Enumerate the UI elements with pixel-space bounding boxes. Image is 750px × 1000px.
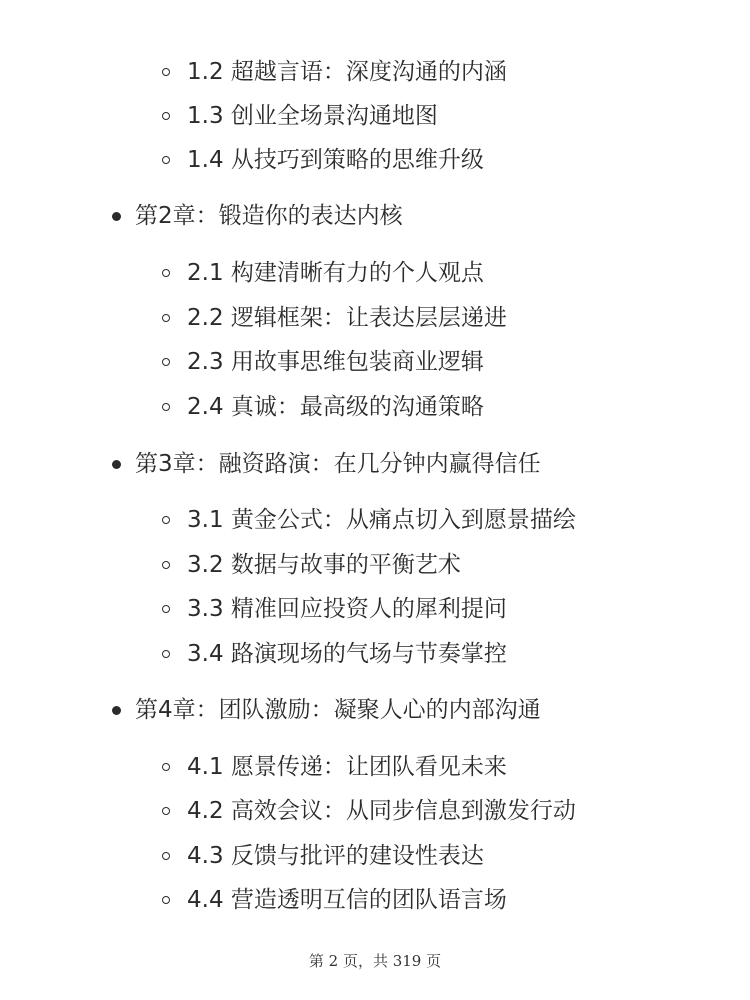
toc-item bbox=[162, 387, 484, 427]
toc-chapter-label: 第4章：团队激励：凝聚人心的内部沟通 bbox=[135, 697, 541, 723]
hollow-bullet-icon bbox=[162, 896, 170, 904]
toc-item bbox=[162, 545, 461, 585]
toc-item bbox=[162, 836, 484, 876]
filled-bullet-icon bbox=[112, 212, 121, 221]
toc-chapter bbox=[112, 196, 403, 236]
toc-chapter bbox=[112, 444, 541, 484]
toc-section-label: 4.3 反馈与批评的建设性表达 bbox=[187, 843, 484, 869]
toc-item bbox=[162, 96, 438, 136]
hollow-bullet-icon bbox=[162, 763, 170, 771]
toc-section-label: 4.1 愿景传递：让团队看见未来 bbox=[187, 754, 507, 780]
toc-section-label: 3.1 黄金公式：从痛点切入到愿景描绘 bbox=[187, 507, 576, 533]
toc-section-label: 3.2 数据与故事的平衡艺术 bbox=[187, 552, 461, 578]
toc-section-label: 2.4 真诚：最高级的沟通策略 bbox=[187, 394, 484, 420]
hollow-bullet-icon bbox=[162, 403, 170, 411]
toc-section-label: 4.4 营造透明互信的团队语言场 bbox=[187, 887, 507, 913]
hollow-bullet-icon bbox=[162, 156, 170, 164]
filled-bullet-icon bbox=[112, 706, 121, 715]
toc-chapter bbox=[112, 690, 541, 730]
toc-section-label: 3.4 路演现场的气场与节奏掌控 bbox=[187, 641, 507, 667]
toc-item bbox=[162, 52, 507, 92]
hollow-bullet-icon bbox=[162, 852, 170, 860]
toc-item bbox=[162, 791, 576, 831]
toc-item bbox=[162, 500, 576, 540]
toc-section-label: 2.2 逻辑框架：让表达层层递进 bbox=[187, 305, 507, 331]
toc-item bbox=[162, 747, 507, 787]
toc-section-label: 2.1 构建清晰有力的个人观点 bbox=[187, 260, 484, 286]
hollow-bullet-icon bbox=[162, 269, 170, 277]
toc-item bbox=[162, 298, 507, 338]
toc-item bbox=[162, 342, 484, 382]
hollow-bullet-icon bbox=[162, 112, 170, 120]
toc-item bbox=[162, 880, 507, 920]
toc-section-label: 2.3 用故事思维包装商业逻辑 bbox=[187, 349, 484, 375]
hollow-bullet-icon bbox=[162, 650, 170, 658]
toc-chapter-label: 第2章：锻造你的表达内核 bbox=[135, 203, 403, 229]
toc-section-label: 1.2 超越言语：深度沟通的内涵 bbox=[187, 59, 507, 85]
toc-item bbox=[162, 140, 484, 180]
hollow-bullet-icon bbox=[162, 314, 170, 322]
toc-section-label: 1.4 从技巧到策略的思维升级 bbox=[187, 147, 484, 173]
toc-section-label: 3.3 精准回应投资人的犀利提问 bbox=[187, 596, 507, 622]
hollow-bullet-icon bbox=[162, 561, 170, 569]
filled-bullet-icon bbox=[112, 460, 121, 469]
toc-section-label: 1.3 创业全场景沟通地图 bbox=[187, 103, 438, 129]
toc-item bbox=[162, 634, 507, 674]
toc-section-label: 4.2 高效会议：从同步信息到激发行动 bbox=[187, 798, 576, 824]
toc-chapter-label: 第3章：融资路演：在几分钟内赢得信任 bbox=[135, 451, 541, 477]
hollow-bullet-icon bbox=[162, 605, 170, 613]
hollow-bullet-icon bbox=[162, 358, 170, 366]
hollow-bullet-icon bbox=[162, 516, 170, 524]
hollow-bullet-icon bbox=[162, 807, 170, 815]
toc-item bbox=[162, 589, 507, 629]
toc-item bbox=[162, 253, 484, 293]
page-number-footer: 第 2 页，共 319 页 bbox=[308, 952, 442, 970]
hollow-bullet-icon bbox=[162, 68, 170, 76]
